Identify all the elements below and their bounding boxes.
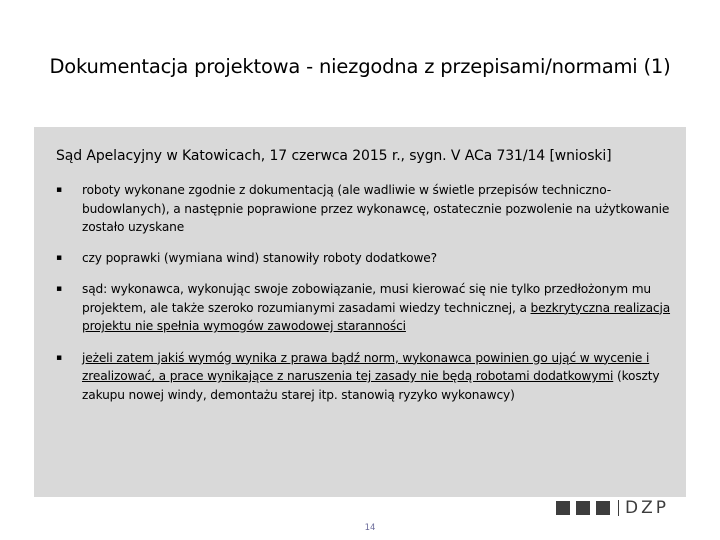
bullet-marker-icon: ▪ — [56, 284, 62, 294]
bullet-marker-icon: ▪ — [56, 185, 62, 195]
logo-square-icon — [596, 501, 610, 515]
bullet-text: roboty wykonane zgodnie z dokumentacją (ale wadliwie w świetle przepisów techniczno-budowlanych), a następnie poprawione przez wykonawcę, ostatecznie pozwolenie na użytkowanie zostało uzyskane — [82, 183, 670, 234]
dzp-logo — [556, 499, 669, 517]
bullet-text: (koszty zakupu nowej windy, demontażu starej itp. stanowią ryzyko wykonawcy) — [82, 369, 660, 402]
panel-subtitle: Sąd Apelacyjny w Katowicach, 17 czerwca 2015 r., sygn. V ACa 731/14 [wnioski] — [56, 148, 612, 164]
bullet-item — [56, 249, 678, 268]
bullet-item — [56, 280, 678, 336]
bullet-list — [56, 181, 678, 416]
page-number: 14 — [364, 523, 376, 533]
bullet-text: sąd: wykonawca, wykonując swoje zobowiązanie, musi kierować się nie tylko przedłożonym mu projektem, ale także szeroko rozumianymi zasadami wiedzy technicznej, a — [82, 282, 651, 315]
slide-title: Dokumentacja projektowa - niezgodna z przepisami/normami (1) — [49, 55, 671, 78]
logo-square-icon — [556, 501, 570, 515]
bullet-item — [56, 349, 678, 405]
logo-divider — [618, 500, 619, 516]
bullet-underlined-text: jeżeli zatem jakiś wymóg wynika z prawa bądź norm, wykonawca powinien go ująć w wycenie i zrealizować, a prace wynikające z naruszenia tej zasady nie będą robotami dodatkowymi — [82, 350, 650, 383]
bullet-item — [56, 181, 678, 237]
bullet-text: czy poprawki (wymiana wind) stanowiły roboty dodatkowe? — [82, 250, 437, 265]
bullet-underlined-text: bezkrytyczna realizacja projektu nie spełnia wymogów zawodowej staranności — [82, 300, 671, 333]
bullet-marker-icon: ▪ — [56, 252, 62, 263]
logo-text: DZP — [625, 498, 669, 518]
logo-square-icon — [576, 501, 590, 515]
bullet-marker-icon: ▪ — [56, 352, 62, 363]
content-panel — [34, 127, 686, 497]
